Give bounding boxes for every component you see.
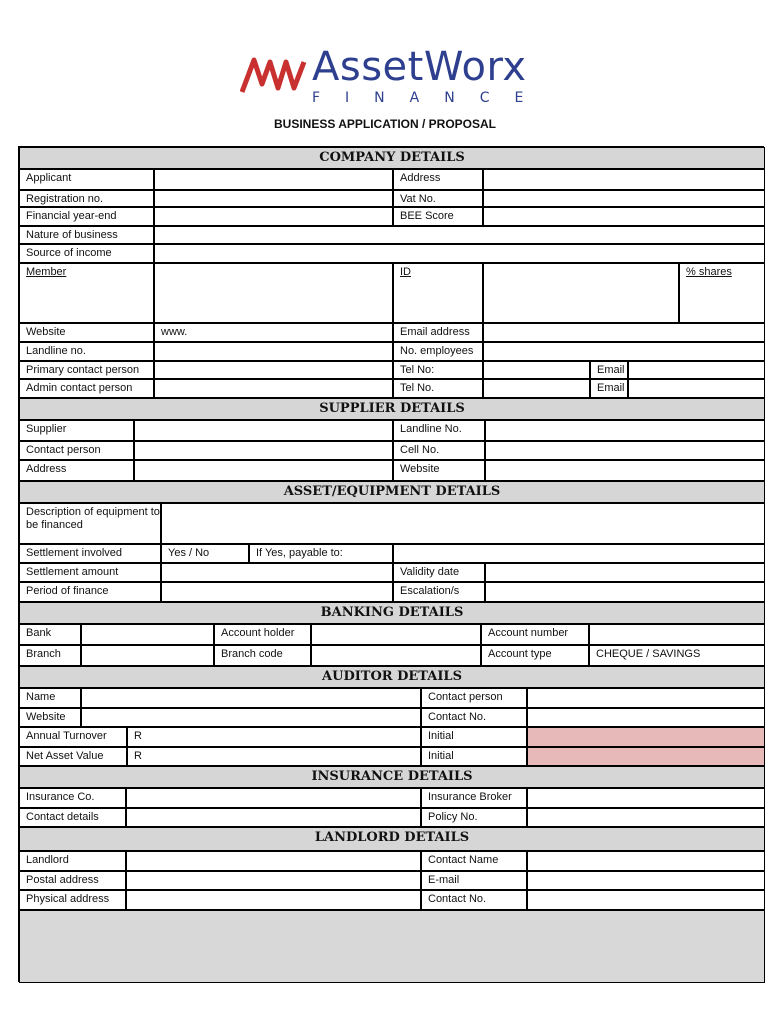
- id-input[interactable]: [483, 263, 679, 323]
- supplier-label: Supplier: [19, 420, 134, 441]
- registration-label: Registration no.: [19, 190, 154, 207]
- source-of-income-label: Source of income: [19, 244, 154, 263]
- source-of-income-input[interactable]: [154, 244, 765, 263]
- primary-contact-input[interactable]: [154, 361, 393, 379]
- insurance-company-label: Insurance Co.: [19, 788, 126, 808]
- nature-of-business-label: Nature of business: [19, 226, 154, 244]
- postal-address-input[interactable]: [126, 871, 421, 890]
- initial-input-2[interactable]: [527, 747, 765, 766]
- admin-email-label: Email: [590, 379, 628, 398]
- validity-date-label: Validity date: [393, 563, 485, 582]
- vat-label: Vat No.: [393, 190, 483, 207]
- escalation-label: Escalation/s: [393, 582, 485, 602]
- supplier-website-label: Website: [393, 460, 485, 481]
- period-of-finance-input[interactable]: [161, 582, 393, 602]
- financial-year-input[interactable]: [154, 207, 393, 226]
- supplier-cell-label: Cell No.: [393, 441, 485, 460]
- section-company-details: COMPANY DETAILS: [19, 147, 765, 169]
- supplier-contact-input[interactable]: [134, 441, 393, 460]
- primary-email-label: Email: [590, 361, 628, 379]
- landlord-contact-name-label: Contact Name: [421, 851, 527, 871]
- auditor-website-input[interactable]: [81, 708, 421, 727]
- email-address-label: Email address: [393, 323, 483, 342]
- settlement-amount-label: Settlement amount: [19, 563, 161, 582]
- landline-label: Landline no.: [19, 342, 154, 361]
- annual-turnover-label: Annual Turnover: [19, 727, 127, 747]
- initial-input-1[interactable]: [527, 727, 765, 747]
- admin-email-input[interactable]: [628, 379, 765, 398]
- landline-input[interactable]: [154, 342, 393, 361]
- aw-logo-mark-icon: [240, 52, 308, 98]
- admin-contact-label: Admin contact person: [19, 379, 154, 398]
- bank-label: Bank: [19, 624, 81, 645]
- account-number-input[interactable]: [589, 624, 765, 645]
- landlord-label: Landlord: [19, 851, 126, 871]
- equipment-description-label: Description of equipment to be financed: [19, 503, 161, 544]
- net-asset-value-input[interactable]: R: [127, 747, 421, 766]
- settlement-amount-input[interactable]: [161, 563, 393, 582]
- bee-score-input[interactable]: [483, 207, 765, 226]
- account-type-label: Account type: [481, 645, 589, 666]
- physical-address-input[interactable]: [126, 890, 421, 910]
- branch-code-label: Branch code: [214, 645, 311, 666]
- employees-input[interactable]: [483, 342, 765, 361]
- section-landlord-details: LANDLORD DETAILS: [19, 827, 765, 851]
- account-holder-label: Account holder: [214, 624, 311, 645]
- supplier-address-input[interactable]: [134, 460, 393, 481]
- auditor-website-label: Website: [19, 708, 81, 727]
- supplier-landline-input[interactable]: [485, 420, 765, 441]
- supplier-contact-label: Contact person: [19, 441, 134, 460]
- account-type-options[interactable]: CHEQUE / SAVINGS: [589, 645, 765, 666]
- admin-contact-input[interactable]: [154, 379, 393, 398]
- landlord-contact-no-input[interactable]: [527, 890, 765, 910]
- postal-address-label: Postal address: [19, 871, 126, 890]
- landlord-input[interactable]: [126, 851, 421, 871]
- auditor-contact-no-label: Contact No.: [421, 708, 527, 727]
- id-label: ID: [393, 263, 483, 323]
- insurance-company-input[interactable]: [126, 788, 421, 808]
- auditor-name-input[interactable]: [81, 688, 421, 708]
- document-title: BUSINESS APPLICATION / PROPOSAL: [273, 117, 497, 131]
- insurance-contact-input[interactable]: [126, 808, 421, 827]
- registration-input[interactable]: [154, 190, 393, 207]
- section-auditor-details: AUDITOR DETAILS: [19, 666, 765, 688]
- net-asset-value-label: Net Asset Value: [19, 747, 127, 766]
- address-label: Address: [393, 169, 483, 190]
- bee-score-label: BEE Score: [393, 207, 483, 226]
- assetworx-logo: [240, 44, 549, 110]
- section-banking-details: BANKING DETAILS: [19, 602, 765, 624]
- supplier-address-label: Address: [19, 460, 134, 481]
- initial-label-2: Initial: [421, 747, 527, 766]
- applicant-label: Applicant: [19, 169, 154, 190]
- primary-email-input[interactable]: [628, 361, 765, 379]
- form-footer-block: [19, 910, 765, 983]
- section-asset-details: ASSET/EQUIPMENT DETAILS: [19, 481, 765, 503]
- annual-turnover-input[interactable]: R: [127, 727, 421, 747]
- application-form: [18, 146, 764, 982]
- landlord-contact-name-input[interactable]: [527, 851, 765, 871]
- payable-to-input[interactable]: [393, 544, 765, 563]
- primary-tel-label: Tel No:: [393, 361, 483, 379]
- landlord-email-input[interactable]: [527, 871, 765, 890]
- settlement-yes-no[interactable]: Yes / No: [161, 544, 249, 563]
- validity-date-input[interactable]: [485, 563, 765, 582]
- website-input[interactable]: www.: [154, 323, 393, 342]
- initial-label-1: Initial: [421, 727, 527, 747]
- bank-input[interactable]: [81, 624, 214, 645]
- auditor-contact-person-label: Contact person: [421, 688, 527, 708]
- address-input[interactable]: [483, 169, 765, 190]
- section-insurance-details: INSURANCE DETAILS: [19, 766, 765, 788]
- member-input[interactable]: [154, 263, 393, 323]
- admin-tel-input[interactable]: [483, 379, 590, 398]
- auditor-contact-no-input[interactable]: [527, 708, 765, 727]
- equipment-description-input[interactable]: [161, 503, 765, 544]
- physical-address-label: Physical address: [19, 890, 126, 910]
- insurance-broker-label: Insurance Broker: [421, 788, 527, 808]
- insurance-broker-input[interactable]: [527, 788, 765, 808]
- section-supplier-details: SUPPLIER DETAILS: [19, 398, 765, 420]
- auditor-contact-person-input[interactable]: [527, 688, 765, 708]
- member-label: Member: [19, 263, 154, 323]
- primary-contact-label: Primary contact person: [19, 361, 154, 379]
- settlement-involved-label: Settlement involved: [19, 544, 161, 563]
- supplier-cell-input[interactable]: [485, 441, 765, 460]
- email-address-input[interactable]: [483, 323, 765, 342]
- period-of-finance-label: Period of finance: [19, 582, 161, 602]
- admin-tel-label: Tel No.: [393, 379, 483, 398]
- branch-input[interactable]: [81, 645, 214, 666]
- vat-input[interactable]: [483, 190, 765, 207]
- insurance-contact-label: Contact details: [19, 808, 126, 827]
- website-label: Website: [19, 323, 154, 342]
- branch-code-input[interactable]: [311, 645, 481, 666]
- supplier-website-input[interactable]: [485, 460, 765, 481]
- shares-label: % shares: [679, 263, 765, 323]
- applicant-input[interactable]: [154, 169, 393, 190]
- landlord-contact-no-label: Contact No.: [421, 890, 527, 910]
- employees-label: No. employees: [393, 342, 483, 361]
- supplier-input[interactable]: [134, 420, 393, 441]
- brand-sub: FINANCE: [312, 90, 549, 106]
- landlord-email-label: E-mail: [421, 871, 527, 890]
- nature-of-business-input[interactable]: [154, 226, 765, 244]
- if-yes-label: If Yes, payable to:: [249, 544, 393, 563]
- financial-year-label: Financial year-end: [19, 207, 154, 226]
- policy-no-input[interactable]: [527, 808, 765, 827]
- escalation-input[interactable]: [485, 582, 765, 602]
- primary-tel-input[interactable]: [483, 361, 590, 379]
- policy-no-label: Policy No.: [421, 808, 527, 827]
- account-holder-input[interactable]: [311, 624, 481, 645]
- account-number-label: Account number: [481, 624, 589, 645]
- brand-name: AssetWorx: [312, 44, 527, 90]
- supplier-landline-label: Landline No.: [393, 420, 485, 441]
- auditor-name-label: Name: [19, 688, 81, 708]
- branch-label: Branch: [19, 645, 81, 666]
